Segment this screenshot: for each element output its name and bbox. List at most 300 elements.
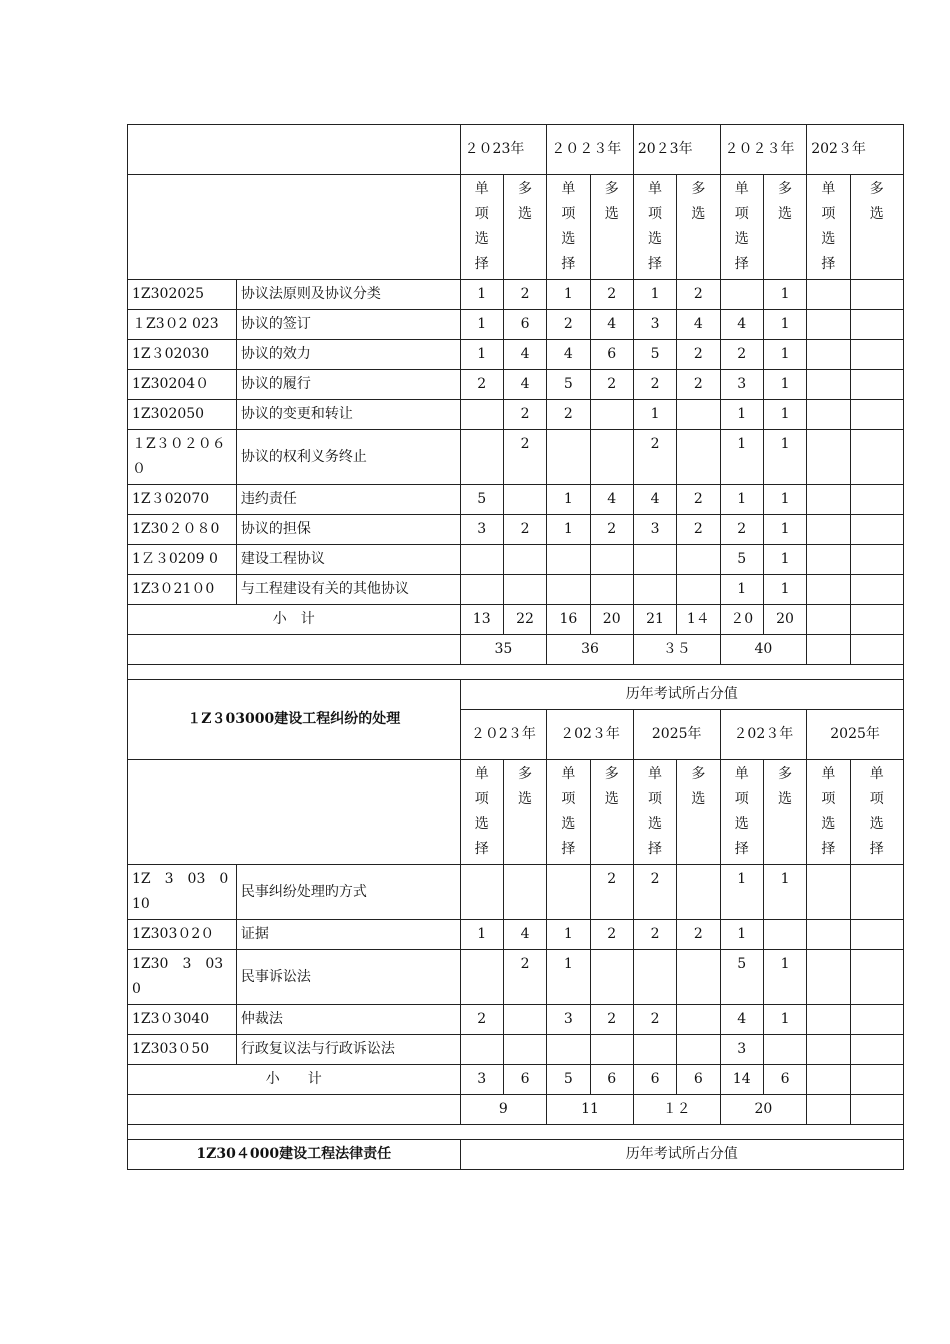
score-cell	[850, 1035, 903, 1065]
year-header: ２０2３年	[460, 710, 547, 760]
score-cell	[677, 430, 720, 485]
sub-header-text: 多选	[691, 766, 706, 807]
table-row	[128, 920, 904, 950]
sub-header-text: 多选	[604, 181, 619, 222]
table-row	[128, 370, 904, 400]
sub-header-text: 单项选择	[474, 766, 489, 857]
item-name: 与工程建设有关的其他协议	[236, 575, 460, 605]
score-cell: 3	[460, 515, 503, 545]
item-code: 1Z3０3040	[128, 1005, 237, 1035]
score-cell: 5	[720, 950, 763, 1005]
item-name: 协议的权利义务终止	[236, 430, 460, 485]
score-cell: 1	[763, 865, 806, 920]
subtotal-cell: 20	[590, 605, 633, 635]
section-title: 1Z30４000建设工程法律责任	[128, 1140, 461, 1170]
score-cell: 1	[720, 575, 763, 605]
score-cell: 5	[633, 340, 676, 370]
score-cell: 2	[590, 370, 633, 400]
sub-header-cell	[590, 175, 633, 280]
subtotal-cell: 20	[763, 605, 806, 635]
score-cell: 1	[460, 280, 503, 310]
score-cell: 1	[763, 485, 806, 515]
item-name: 民事纠纷处理旳方式	[236, 865, 460, 920]
score-cell	[677, 575, 720, 605]
score-cell	[547, 545, 590, 575]
total-cell: ３５	[633, 635, 720, 665]
score-cell	[807, 370, 850, 400]
item-name: 违约责任	[236, 485, 460, 515]
score-cell: 2	[677, 920, 720, 950]
score-cell: 1	[763, 545, 806, 575]
score-table	[127, 124, 904, 1170]
sub-header-blank	[128, 760, 461, 865]
item-code: 1Z302050	[128, 400, 237, 430]
score-cell	[547, 865, 590, 920]
sub-header-text: 多选	[778, 181, 793, 222]
score-cell	[807, 545, 850, 575]
score-cell: 1	[547, 280, 590, 310]
sub-header-text: 单项选择	[734, 181, 749, 272]
score-cell	[850, 865, 903, 920]
sub-header-text: 单项选择	[821, 766, 836, 857]
total-row	[128, 635, 904, 665]
history-label: 历年考试所占分值	[460, 680, 903, 710]
sub-header-cell	[547, 760, 590, 865]
score-cell: 2	[503, 515, 546, 545]
subtotal-cell: 21	[633, 605, 676, 635]
sub-header-blank	[128, 175, 461, 280]
score-cell: 1	[763, 400, 806, 430]
sub-header-cell	[807, 175, 850, 280]
item-code: 1Z3０21０0	[128, 575, 237, 605]
spacer	[128, 665, 904, 680]
sub-header-cell	[763, 760, 806, 865]
header-blank	[128, 125, 461, 175]
subtotal-cell: 6	[763, 1065, 806, 1095]
total-row	[128, 1095, 904, 1125]
score-cell	[503, 485, 546, 515]
score-cell: 4	[547, 340, 590, 370]
score-cell: 2	[633, 865, 676, 920]
item-code: 1Z30204０	[128, 370, 237, 400]
item-code: 1Z302025	[128, 280, 237, 310]
score-cell: 2	[633, 1005, 676, 1035]
title-row	[128, 680, 904, 710]
score-cell: 2	[503, 950, 546, 1005]
score-cell: 1	[720, 865, 763, 920]
sub-header-cell	[720, 760, 763, 865]
score-cell: 1	[547, 920, 590, 950]
item-name: 行政复议法与行政诉讼法	[236, 1035, 460, 1065]
section-dispute-handling	[128, 680, 904, 1140]
item-code: １Z3０2 023	[128, 310, 237, 340]
score-cell	[633, 575, 676, 605]
table-row	[128, 575, 904, 605]
score-cell	[547, 1035, 590, 1065]
sub-header-text: 多选	[778, 766, 793, 807]
score-cell	[807, 485, 850, 515]
table-row	[128, 950, 904, 1005]
sub-header-cell	[590, 760, 633, 865]
score-cell	[590, 545, 633, 575]
score-cell	[503, 1035, 546, 1065]
score-cell: 2	[590, 1005, 633, 1035]
score-cell: 1	[763, 575, 806, 605]
score-cell	[590, 430, 633, 485]
item-name: 仲裁法	[236, 1005, 460, 1035]
score-cell: 2	[677, 340, 720, 370]
sub-header-text: 单项选择	[474, 181, 489, 272]
subtotal-cell: 5	[547, 1065, 590, 1095]
score-cell: 2	[590, 865, 633, 920]
sub-header-cell	[503, 175, 546, 280]
sub-header-text: 单项选择	[821, 181, 836, 272]
score-cell	[460, 430, 503, 485]
score-cell	[807, 280, 850, 310]
section-legal-liability	[128, 1140, 904, 1170]
score-cell	[763, 920, 806, 950]
score-cell	[503, 865, 546, 920]
score-cell: 2	[677, 515, 720, 545]
score-cell: 3	[633, 515, 676, 545]
score-cell: 5	[460, 485, 503, 515]
score-cell: 1	[720, 400, 763, 430]
sub-header-text: 单项选择	[869, 766, 884, 857]
year-header: 202３年	[807, 125, 904, 175]
score-cell: 2	[677, 370, 720, 400]
score-cell: 1	[720, 920, 763, 950]
subtotal-cell: 6	[503, 1065, 546, 1095]
table-row	[128, 310, 904, 340]
year-header: 20２3年	[633, 125, 720, 175]
score-cell: 2	[633, 430, 676, 485]
sub-header-row	[128, 175, 904, 280]
score-cell	[850, 340, 903, 370]
sub-header-text: 多选	[518, 766, 533, 807]
subtotal-row	[128, 605, 904, 635]
item-code: 1Z303０50	[128, 1035, 237, 1065]
sub-header-text: 单项选择	[648, 766, 663, 857]
sub-header-cell	[460, 175, 503, 280]
item-name: 协议的变更和转让	[236, 400, 460, 430]
item-name: 协议的履行	[236, 370, 460, 400]
score-cell: 1	[547, 485, 590, 515]
year-header-row	[128, 125, 904, 175]
subtotal-cell: ２0	[720, 605, 763, 635]
score-cell	[590, 950, 633, 1005]
score-cell: 3	[720, 370, 763, 400]
score-cell	[807, 430, 850, 485]
item-name: 协议的效力	[236, 340, 460, 370]
subtotal-cell	[807, 1065, 850, 1095]
history-label: 历年考试所占分值	[460, 1140, 903, 1170]
total-cell: 35	[460, 635, 547, 665]
item-name: 建设工程协议	[236, 545, 460, 575]
sub-header-row	[128, 760, 904, 865]
sub-header-cell	[547, 175, 590, 280]
score-cell: 3	[547, 1005, 590, 1035]
score-cell	[677, 1005, 720, 1035]
sub-header-cell	[460, 760, 503, 865]
table-row	[128, 340, 904, 370]
score-cell: 2	[677, 485, 720, 515]
score-cell	[850, 1005, 903, 1035]
score-cell: 1	[720, 430, 763, 485]
total-cell: 40	[720, 635, 807, 665]
sub-header-text: 单项选择	[734, 766, 749, 857]
score-cell	[807, 515, 850, 545]
score-cell	[677, 400, 720, 430]
score-cell: 1	[460, 920, 503, 950]
table-row	[128, 545, 904, 575]
item-name: 证据	[236, 920, 460, 950]
score-cell	[460, 865, 503, 920]
score-cell: 2	[460, 1005, 503, 1035]
score-cell	[720, 280, 763, 310]
spacer	[128, 1125, 904, 1140]
score-cell: 2	[460, 370, 503, 400]
subtotal-cell: 6	[633, 1065, 676, 1095]
score-cell	[807, 865, 850, 920]
score-cell	[633, 950, 676, 1005]
sub-header-text: 多选	[869, 181, 884, 222]
score-cell: 2	[633, 370, 676, 400]
sub-header-text: 单项选择	[561, 181, 576, 272]
item-name: 民事诉讼法	[236, 950, 460, 1005]
total-cell: 20	[720, 1095, 807, 1125]
sub-header-cell	[720, 175, 763, 280]
item-name: 协议的签订	[236, 310, 460, 340]
score-cell	[807, 310, 850, 340]
year-header: ２０２３年	[547, 125, 634, 175]
score-cell	[677, 545, 720, 575]
score-cell	[807, 950, 850, 1005]
score-cell: 2	[503, 280, 546, 310]
total-cell	[850, 1095, 903, 1125]
subtotal-cell: 1４	[677, 605, 720, 635]
subtotal-cell: 6	[590, 1065, 633, 1095]
item-code: 1Z303０2０	[128, 920, 237, 950]
sub-header-text: 单项选择	[648, 181, 663, 272]
score-cell	[850, 920, 903, 950]
item-code: 1Z30２０８0	[128, 515, 237, 545]
score-cell	[850, 485, 903, 515]
table-row	[128, 485, 904, 515]
score-cell	[460, 1035, 503, 1065]
score-cell: 2	[720, 515, 763, 545]
score-cell: 6	[503, 310, 546, 340]
total-cell: １２	[633, 1095, 720, 1125]
score-cell	[460, 545, 503, 575]
sub-header-cell	[807, 760, 850, 865]
sub-header-text: 多选	[604, 766, 619, 807]
score-cell	[547, 430, 590, 485]
score-cell	[677, 1035, 720, 1065]
score-cell: 2	[590, 280, 633, 310]
score-cell: 2	[590, 515, 633, 545]
total-cell: 11	[547, 1095, 634, 1125]
score-cell: 1	[547, 515, 590, 545]
score-cell: 2	[547, 310, 590, 340]
score-cell	[850, 430, 903, 485]
score-cell: 1	[460, 310, 503, 340]
sub-header-text: 单项选择	[561, 766, 576, 857]
table-row	[128, 1005, 904, 1035]
score-cell: 3	[720, 1035, 763, 1065]
score-cell	[590, 575, 633, 605]
score-cell: 2	[720, 340, 763, 370]
section-title: １Z３03000建设工程纠纷的处理	[128, 680, 461, 760]
score-cell: 2	[547, 400, 590, 430]
score-cell: 1	[763, 430, 806, 485]
year-header: ２02３年	[720, 710, 807, 760]
score-cell: 1	[460, 340, 503, 370]
score-cell	[460, 575, 503, 605]
score-cell: 1	[763, 370, 806, 400]
sub-header-cell	[850, 175, 903, 280]
score-cell	[807, 1005, 850, 1035]
year-header: 2025年	[807, 710, 904, 760]
score-cell: 1	[720, 485, 763, 515]
score-cell	[807, 400, 850, 430]
score-cell: 2	[590, 920, 633, 950]
score-cell: 1	[763, 340, 806, 370]
sub-header-text: 多选	[691, 181, 706, 222]
subtotal-cell	[850, 605, 903, 635]
score-cell: 2	[503, 400, 546, 430]
total-cell: 9	[460, 1095, 547, 1125]
score-cell: 1	[763, 1005, 806, 1035]
score-cell	[807, 340, 850, 370]
score-cell	[677, 950, 720, 1005]
score-cell: 3	[633, 310, 676, 340]
subtotal-cell: 22	[503, 605, 546, 635]
sub-header-cell	[677, 175, 720, 280]
score-cell: 5	[720, 545, 763, 575]
table-row	[128, 515, 904, 545]
year-header: 2025年	[633, 710, 720, 760]
total-blank	[128, 1095, 461, 1125]
score-cell	[677, 865, 720, 920]
score-cell	[503, 545, 546, 575]
score-cell: 1	[547, 950, 590, 1005]
section-contract-law	[128, 125, 904, 680]
score-cell	[633, 545, 676, 575]
total-cell	[807, 635, 850, 665]
subtotal-cell: 16	[547, 605, 590, 635]
score-cell	[547, 575, 590, 605]
score-cell	[590, 400, 633, 430]
score-cell	[850, 950, 903, 1005]
subtotal-row	[128, 1065, 904, 1095]
score-cell	[807, 920, 850, 950]
score-cell	[807, 575, 850, 605]
score-cell: 4	[633, 485, 676, 515]
score-cell: 1	[763, 950, 806, 1005]
score-cell	[850, 310, 903, 340]
sub-header-cell	[503, 760, 546, 865]
score-cell: 1	[633, 280, 676, 310]
item-code: 1Ｚ３0209 0	[128, 545, 237, 575]
item-code: 1Z30 3 03 0	[128, 950, 237, 1005]
score-cell	[503, 1005, 546, 1035]
score-cell: 1	[763, 310, 806, 340]
spacer-row	[128, 665, 904, 680]
score-cell: 4	[677, 310, 720, 340]
score-cell	[763, 1035, 806, 1065]
total-blank	[128, 635, 461, 665]
score-cell: 1	[763, 515, 806, 545]
item-code: 1Z 3 03 0 10	[128, 865, 237, 920]
table-row	[128, 1035, 904, 1065]
sub-header-text: 多选	[518, 181, 533, 222]
sub-header-cell	[633, 175, 676, 280]
title-row	[128, 1140, 904, 1170]
score-cell	[850, 370, 903, 400]
score-cell: 4	[503, 370, 546, 400]
score-cell	[633, 1035, 676, 1065]
score-cell	[503, 575, 546, 605]
subtotal-cell: 3	[460, 1065, 503, 1095]
subtotal-cell	[807, 605, 850, 635]
score-cell	[807, 1035, 850, 1065]
year-header: ２０23年	[460, 125, 547, 175]
sub-header-cell	[763, 175, 806, 280]
score-cell: 4	[503, 340, 546, 370]
spacer-row	[128, 1125, 904, 1140]
score-cell	[590, 1035, 633, 1065]
score-cell: 4	[503, 920, 546, 950]
score-cell	[850, 400, 903, 430]
subtotal-cell	[850, 1065, 903, 1095]
score-cell: 1	[633, 400, 676, 430]
total-cell: 36	[547, 635, 634, 665]
score-cell: 4	[590, 310, 633, 340]
subtotal-cell: 6	[677, 1065, 720, 1095]
score-cell: 4	[720, 1005, 763, 1035]
subtotal-cell: 13	[460, 605, 503, 635]
table-row	[128, 280, 904, 310]
table-row	[128, 400, 904, 430]
score-cell: 6	[590, 340, 633, 370]
sub-header-cell	[633, 760, 676, 865]
year-header: ２０２３年	[720, 125, 807, 175]
score-cell	[850, 545, 903, 575]
subtotal-label: 小 计	[128, 605, 461, 635]
item-code: 1Z３02030	[128, 340, 237, 370]
total-cell	[850, 635, 903, 665]
sub-header-cell	[677, 760, 720, 865]
item-code: １Z３０２０６０	[128, 430, 237, 485]
item-name: 协议的担保	[236, 515, 460, 545]
item-name: 协议法原则及协议分类	[236, 280, 460, 310]
score-cell: 2	[677, 280, 720, 310]
total-cell	[807, 1095, 850, 1125]
item-code: 1Z３02070	[128, 485, 237, 515]
score-cell: 2	[633, 920, 676, 950]
subtotal-cell: 14	[720, 1065, 763, 1095]
score-cell: 4	[720, 310, 763, 340]
year-header: ２02３年	[547, 710, 634, 760]
table-row	[128, 430, 904, 485]
table-row	[128, 865, 904, 920]
score-cell: 1	[763, 280, 806, 310]
score-cell: 4	[590, 485, 633, 515]
score-cell: 2	[503, 430, 546, 485]
score-cell	[850, 515, 903, 545]
score-cell	[460, 950, 503, 1005]
sub-header-cell	[850, 760, 903, 865]
